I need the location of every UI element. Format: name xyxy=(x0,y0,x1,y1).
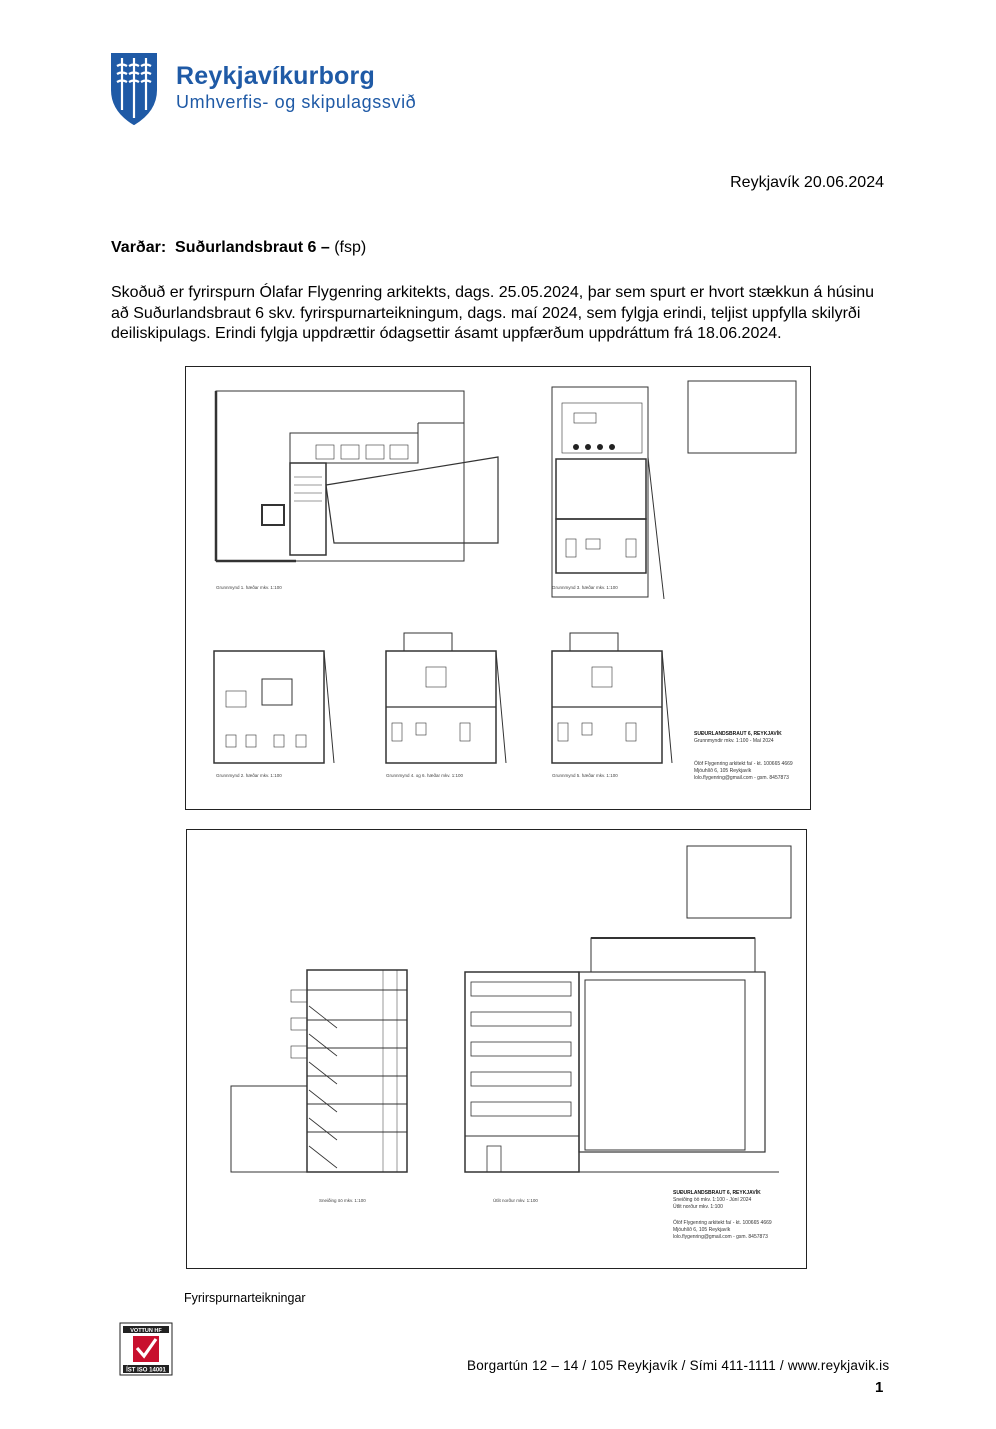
building-elevation xyxy=(465,938,779,1172)
title-block-line: Ólöf Flygenring arkitekt faí - kt. 100665 4669 xyxy=(694,761,793,767)
title-block-line: Útlit norður mkv. 1:100 xyxy=(673,1204,723,1210)
title-block-line: SUÐURLANDSBRAUT 6, REYKJAVÍK xyxy=(694,731,782,737)
title-block-line: SUÐURLANDSBRAUT 6, REYKJAVÍK xyxy=(673,1190,761,1196)
footer-address: Borgartún 12 – 14 / 105 Reykjavík / Sími 411-1111 / www.reykjavik.is xyxy=(467,1358,890,1373)
section-elevation-drawing xyxy=(186,829,807,1269)
subject-line xyxy=(111,239,366,257)
cert-top-text: VOTTUN HF xyxy=(130,1327,162,1334)
subject-label: Varðar: xyxy=(111,239,167,256)
section-elevation-svg xyxy=(187,830,806,1268)
plan-label: Grunnmynd 3. hæðar mkv. 1:100 xyxy=(552,585,618,590)
org-name: Reykjavíkurborg xyxy=(176,62,375,90)
subject-address: Suðurlandsbraut 6 – xyxy=(175,239,330,256)
title-block-line: Grunnmyndir mkv. 1:100 - Maí 2024 xyxy=(694,738,774,744)
page-number: 1 xyxy=(875,1379,884,1396)
view-label: Útlit norður mkv. 1:100 xyxy=(493,1198,538,1203)
stamp-box xyxy=(687,846,791,918)
floor-plans-svg xyxy=(186,367,810,809)
subject-tag: (fsp) xyxy=(334,239,367,256)
iso-certification-badge xyxy=(119,1322,173,1376)
title-block-line: Mjóuhlíð 6, 105 Reykjavík xyxy=(673,1227,731,1233)
letter-date: Reykjavík 20.06.2024 xyxy=(730,174,884,191)
coat-of-arms-logo xyxy=(110,52,158,126)
plan-label: Grunnmynd 4. og 6. hæðar mkv. 1:100 xyxy=(386,773,463,778)
building-section xyxy=(231,970,407,1172)
title-block-line: lolo.flygenring@gmail.com - gsm. 8457873 xyxy=(673,1234,768,1240)
letter-body: Skoðuð er fyrirspurn Ólafar Flygenring arkitekts, dags. 25.05.2024, þar sem spurt er hvort stækkun á húsinu að Suðurlandsbraut 6 skv. fyrirspurnarteikningum, dags. maí 2024, sem fylgja erindi, teljist uppfylla skilyrði deiliskipulags. Erindi fylgja uppdrættir ódagsettir ásamt uppfærðum uppdráttum frá 18.06.2024. xyxy=(111,284,875,342)
figure-caption: Fyrirspurnarteikningar xyxy=(184,1291,306,1305)
title-block-line: lolo.flygenring@gmail.com - gsm. 8457873 xyxy=(694,775,789,781)
floor-plans-drawing xyxy=(185,366,811,810)
plan-label: Grunnmynd 2. hæðar mkv. 1:100 xyxy=(216,773,282,778)
org-department: Umhverfis- og skipulagssvið xyxy=(176,92,417,112)
plan-fourth-sixth-floor xyxy=(386,633,506,763)
title-block-line: Sneiðing öö mkv. 1:100 - Júní 2024 xyxy=(673,1197,752,1203)
cert-bottom-text: ÍST ISO 14001 xyxy=(126,1367,166,1374)
plan-label: Grunnmynd 5. hæðar mkv. 1:100 xyxy=(552,773,618,778)
title-block-line: Mjóuhlíð 6, 105 Reykjavík xyxy=(694,768,752,774)
plan-label: Grunnmynd 1. hæðar mkv. 1:100 xyxy=(216,585,282,590)
stamp-box xyxy=(688,381,796,453)
plan-third-floor xyxy=(552,387,664,599)
plan-ground-floor xyxy=(216,391,498,561)
plan-fifth-floor xyxy=(552,633,672,763)
plan-second-floor xyxy=(214,651,334,763)
view-label: Sneiðing öö mkv. 1:100 xyxy=(319,1198,366,1203)
title-block-line: Ólöf Flygenring arkitekt faí - kt. 100665 4669 xyxy=(673,1220,772,1226)
